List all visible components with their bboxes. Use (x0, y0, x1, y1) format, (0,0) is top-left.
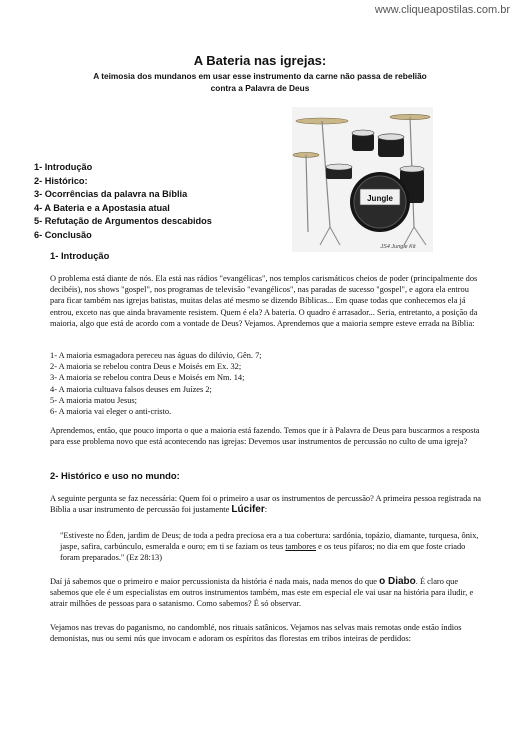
intro-paragraph: O problema está diante de nós. Ela está nas rádios "evangélicas", nos templos carismáticos cheios de poder (principalmente dos decibéis), nos shows "gospel", nos programas de televisão "evangélicos", nas paradas de sucesso "gospel", e agora ela entrou para ficar também nas igrejas batistas, muitas delas até mesmo se dizendo Bíblicas... Em quase todas que conhecemos ela já entrou, exceto nas que ainda bravamente resistem. Quem é ela? A bateria. O quadro é arrasador... Seria, entretanto, a posição da maioria, algo que está de acordo com a vontade de Deus? Vejamos. Aprendemos que a maioria sempre esteve errada na Bíblia: (50, 274, 478, 328)
history-text: A seguinte pergunta se faz necessária: Quem foi o primeiro a usar os instrumentos de percussão? A primeira pessoa registrada na Bíblia a usar instrumento de percussão foi justamente (50, 494, 482, 515)
history-heading: 2- Histórico e uso no mundo: (50, 470, 180, 481)
list-item: 4- A maioria cultuava falsos deuses em Juízes 2; (50, 384, 212, 394)
toc-item: 4- A Bateria e a Apostasia atual (34, 202, 170, 213)
list-item: 6- A maioria vai eleger o anti-cristo. (50, 407, 172, 417)
list-item: 3- A maioria se rebelou contra Deus e Moisés em Nm. 14; (50, 373, 245, 383)
drum-kit-photo (292, 107, 433, 252)
photo-caption: JS4 Jungle Kit (380, 244, 416, 250)
kick-drum-logo: Jungle (367, 194, 393, 203)
paganism-paragraph: Vejamos nas trevas do paganismo, no candomblé, nos rituais satânicos. Vejamos nas selvas mais remotas onde estão índios demonistas, nus ou semi nús que invocam e adoram os espíritos das florestas em tribos inteiras de perdidos: (50, 623, 462, 644)
list-item: 5- A maioria matou Jesus; (50, 395, 137, 405)
toc-item: 1- Introdução (34, 162, 93, 172)
quote-text-start: "Estiveste no Éden, jardim de Deus; de toda a pedra preciosa era a tua cobertura: sardónia, topázio, diamante, turquesa, ônix, jaspe, safira, carbúnculo, esmeralda e ouro; em ti se faziam os teus (60, 531, 479, 552)
subtitle-line-2: contra a Palavra de Deus (210, 83, 310, 93)
site-watermark: www.cliqueapostilas.com.br (374, 4, 510, 16)
document-title: A Bateria nas igrejas: (193, 53, 327, 68)
history-colon: : (264, 505, 268, 515)
devil-emphasis: o Diabo (379, 576, 416, 587)
table-of-contents (34, 161, 212, 243)
toc-item: 5- Refutação de Argumentos descabidos (34, 216, 212, 227)
quote-text-end: e os teus pífaros; no dia em que foste criado foram preparados." (Ez 28:13) (60, 542, 466, 563)
devil-text-end: . É claro que sabemos que ele é um especialistas em outros instrumentos também, mas este em especial ele vai usar na história para iludir, e atrair milhões de pessoas para o satanismo. Como sabemos? É só observar. (50, 577, 474, 609)
drum-kit-illustration (292, 107, 433, 252)
history-paragraph (50, 493, 482, 515)
toc-item: 2- Histórico: (34, 175, 88, 186)
intro-conclusion-paragraph: Aprendemos, então, que pouco importa o que a maioria está fazendo. Temos que ir à Palavra de Deus para buscarmos a resposta para esse problema novo que está acontecendo nas igrejas: Devemos usar instrumentos de percussão no culto de uma igreja? (50, 426, 480, 447)
list-item: 1- A maioria esmagadora pereceu nas águas do dilúvio, Gên. 7; (50, 351, 262, 360)
ezekiel-quote (60, 530, 482, 564)
majority-list (50, 350, 482, 417)
toc-item: 6- Conclusão (34, 229, 92, 240)
document-subtitle (60, 70, 460, 94)
lucifer-emphasis: Lúcifer (231, 504, 265, 516)
devil-paragraph (50, 576, 482, 610)
devil-text-start: Daí já sabemos que o primeiro e maior percussionista da história é nada mais, nada menos do que (50, 577, 377, 586)
intro-heading: 1- Introdução (50, 250, 110, 261)
list-item: 2- A maioria se rebelou contra Deus e Moisés em Ex. 32; (50, 362, 242, 372)
subtitle-line-1: A teimosia dos mundanos em usar esse instrumento da carne não passa de rebelião (93, 71, 427, 81)
quote-underlined-word: tambores (285, 542, 317, 552)
toc-item: 3- Ocorrências da palavra na Bíblia (34, 189, 188, 200)
